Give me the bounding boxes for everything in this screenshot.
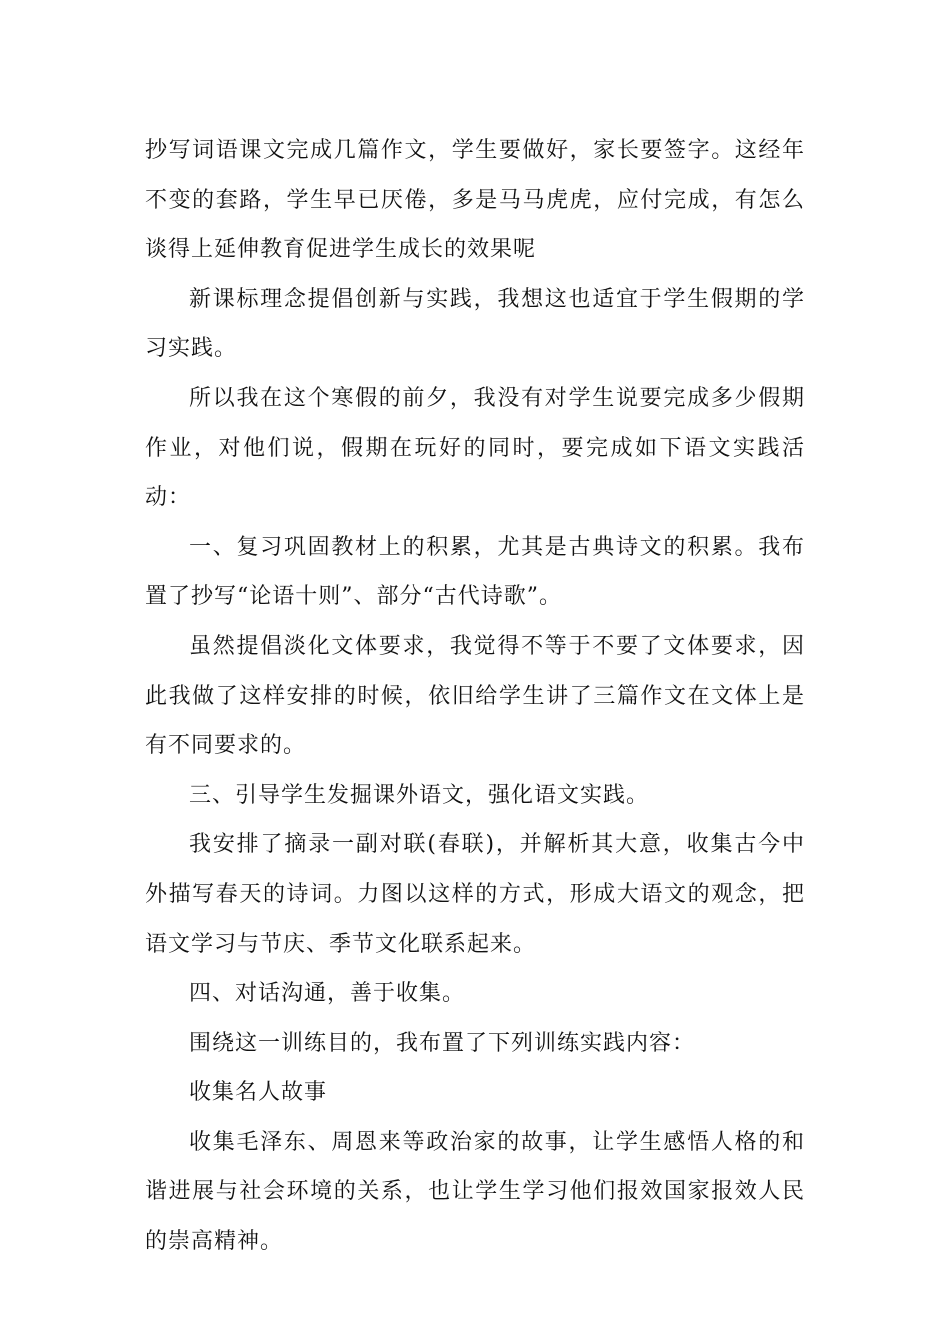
paragraph: 新课标理念提倡创新与实践，我想这也适宜于学生假期的学习实践。 bbox=[145, 286, 805, 362]
section-heading: 三、引导学生发掘课外语文，强化语文实践。 bbox=[189, 782, 650, 808]
paragraph: 收集毛泽东、周恩来等政治家的故事，让学生感悟人格的和谐进展与社会环境的关系，也让学生学习他们报效国家报效人民的崇高精神。 bbox=[145, 1129, 805, 1255]
paragraph: 围绕这一训练目的，我布置了下列训练实践内容： bbox=[189, 1030, 696, 1056]
subheading: 收集名人故事 bbox=[189, 1080, 328, 1106]
paragraph-continuation: 抄写词语课文完成几篇作文，学生要做好，家长要签字。这经年不变的套路，学生早已厌倦，多是马马虎虎，应付完成，有怎么谈得上延伸教育促进学生成长的效果呢 bbox=[145, 138, 805, 263]
document-body bbox=[145, 126, 805, 1267]
paragraph: 我安排了摘录一副对联(春联)，并解析其大意，收集古今中外描写春天的诗词。力图以这样的方式，形成大语文的观念，把语文学习与节庆、季节文化联系起来。 bbox=[145, 832, 805, 957]
paragraph: 所以我在这个寒假的前夕，我没有对学生说要完成多少假期作业，对他们说，假期在玩好的同时，要完成如下语文实践活动： bbox=[145, 385, 805, 511]
paragraph: 一、复习巩固教材上的积累，尤其是古典诗文的积累。我布置了抄写“论语十则”、部分“古代诗歌”。 bbox=[145, 534, 805, 610]
paragraph: 虽然提倡淡化文体要求，我觉得不等于不要了文体要求，因此我做了这样安排的时候，依旧给学生讲了三篇作文在文体上是有不同要求的。 bbox=[145, 633, 805, 759]
section-heading: 四、对话沟通，善于收集。 bbox=[189, 981, 466, 1007]
